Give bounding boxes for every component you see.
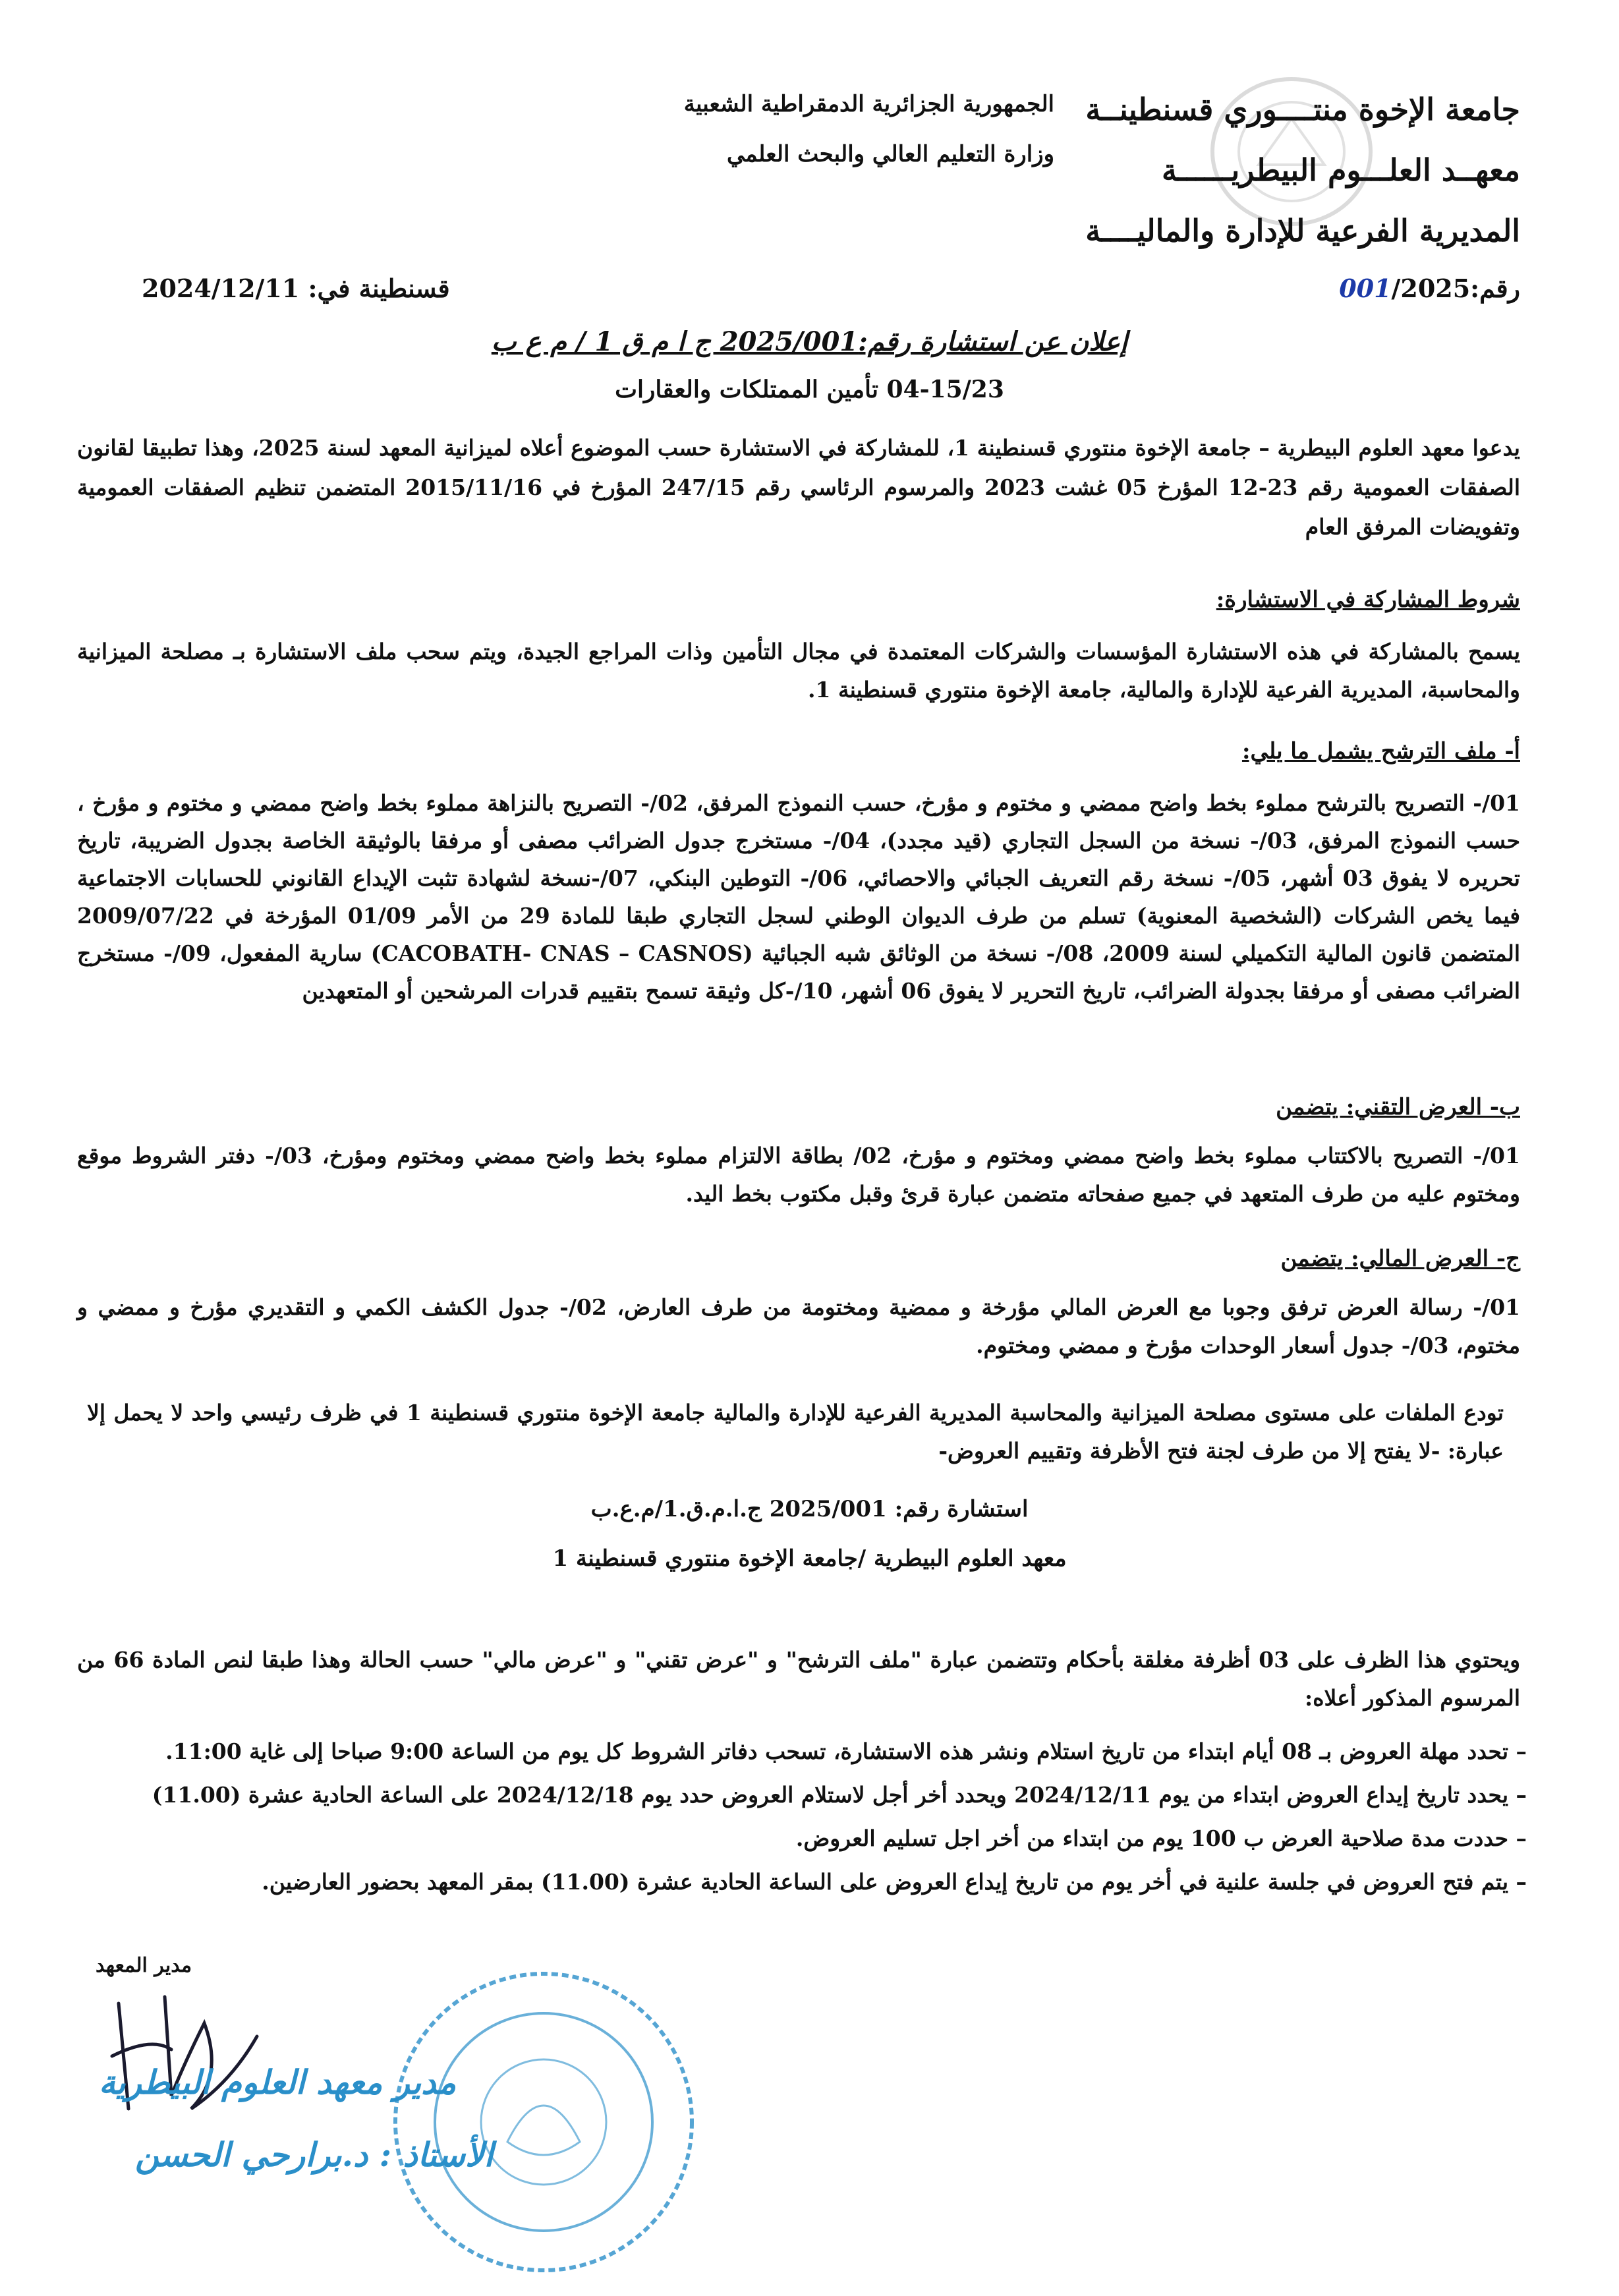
conditions-heading: شروط المشاركة في الاستشارة: [1216,587,1520,613]
date-label: قسنطينة في: [308,273,450,303]
official-seal-stamp [389,1957,698,2287]
signatory-title: مدير المعهد [96,1954,192,1977]
announcement-subtitle: 04-15/23 تأمين الممتلكات والعقارات [615,376,1004,403]
section-a-heading: أ- ملف الترشح يشمل ما يلي: [1241,738,1520,764]
envelope-institution: معهد العلوم البيطرية /جامعة الإخوة منتوري قسنطينة 1 [552,1545,1067,1572]
conditions-paragraph: يسمح بالمشاركة في هذه الاستشارة المؤسسات والشركات المعتمدة في مجال التأمين وذات المراجع الجيدة، ويتم سحب ملف الاستشارة بـ مصلحة الميزانية والمحاسبة، المديرية الفرعية للإدارة والمالية، جامعة الإخوة منتوري قسنطينة 1. [77,639,1520,703]
republic-name: الجمهورية الجزائرية الدمقراطية الشعبية [683,91,1054,117]
section-a-paragraph: 01/- التصريح بالترشح مملوء بخط واضح ممضي و مختوم و مؤرخ، حسب النموذج المرفق، 02/- التصريح بالنزاهة مملوء بخط واضح ممضي و مختوم و مؤرخ ، حسب النموذج المرفق، 03/- نسخة من السجل التجاري (قيد مجدد)، 04/- مستخرج جدول الضرائب مصفى أو مرفقا بالوثيقة الخاصة بجدول الضريبة، تاريخ تحريره لا يفوق 03 أشهر، 05/- نسخة رقم التعريف الجبائي والاحصائي، 06/- التوطين البنكي، 07/-نسخة لشهادة تثبت الإيداع القانوني للحسابات الاجتماعية فيما يخص الشركات (الشخصية المعنوية) تسلم من طرف الديوان الوطني لسجل التجاري طبقا للمادة 29 من الأمر 01/09 المؤرخة في 2009/07/22 المتضمن قانون المالية التكميلي لسنة 2009، 08/- نسخة من الوثائق شبه الجبائية (CACOBATH- CNAS – CASNOS) سارية المفعول، 09/- مستخرج الضرائب مصفى أو مرفقا بجدولة الضرائب، تاريخ التحرير لا يفوق 06 أشهر، 10/-كل وثيقة تسمح بتقييم قدرات المرشحين أو المتعهدين [77,790,1521,1004]
section-b-heading: ب- العرض التقني: يتضمن [1276,1094,1520,1120]
date-value: 2024/12/11 [142,273,300,303]
section-c-paragraph: 01/- رسالة العرض ترفق وجوبا مع العرض المالي مؤرخة و ممضية ومختومة من طرف العارض، 02/- جدول الكشف الكمي و التقديري مؤرخ و ممضي و مختوم، 03/- جدول أسعار الوحدات مؤرخ و ممضي ومختوم. [77,1294,1520,1358]
reference-number [1339,273,1520,303]
institute-name: معهــد العلـــوم البيطريــــــة [1161,152,1520,188]
announcement-title [0,326,1619,357]
envelope-contents-paragraph: ويحتوي هذا الظرف على 03 أظرفة مغلقة بأحكام وتتضمن عبارة "ملف الترشح" و "عرض تقني" و "عرض مالي" حسب الحالة وهذا طبقا لنص المادة 66 من المرسوم المذكور أعلاه: [77,1647,1521,1711]
state-header [593,79,1054,179]
issue-date [142,273,450,303]
section-b-paragraph: 01/- التصريح بالاكتتاب مملوء بخط واضح ممضي ومختوم و مؤرخ، 02/ بطاقة الالتزام مملوء بخط واضح ممضي ومختوم ومؤرخ، 03/- دفتر الشروط موقع ومختوم عليه من طرف المتعهد في جميع صفحاته متضمن عبارة قرئ وقبل مكتوب بخط اليد. [77,1143,1520,1207]
reference-value: 001 [1339,273,1392,303]
reference-year: /2025 [1391,273,1471,303]
envelope-reference: استشارة رقم: 2025/001 ج.ا.م.ق.1/م.ع.ب [590,1496,1029,1522]
directorate-name: المديرية الفرعية للإدارة والماليــــة [1085,213,1520,248]
deposit-paragraph: تودع الملفات على مستوى مصلحة الميزانية والمحاسبة المديرية الفرعية للإدارة والمالية جامعة الإخوة منتوري قسنطينة 1 في ظرف رئيسي واحد لا يحمل إلا عبارة: -لا يفتح إلا من طرف لجنة فتح الأظرفة وتقييم العروض- [87,1400,1504,1464]
list-item: – حددت مدة صلاحية العرض ب 100 يوم من ابتداء من أخر اجل تسليم العروض. [795,1825,1527,1851]
intro-paragraph: يدعوا معهد العلوم البيطرية – جامعة الإخوة منتوري قسنطينة 1، للمشاركة في الاستشارة حسب الموضوع أعلاه لميزانية المعهد لسنة 2025، وهذا تطبيقا لقانون الصفقات العمومية رقم 23-12 المؤرخ 05 غشت 2023 والمرسوم الرئاسي رقم 247/15 المؤرخ في 2015/11/16 المتضمن تنظيم الصفقات العمومية وتفويضات المرفق العام [77,435,1521,540]
list-item: – تحدد مهلة العروض بـ 08 أيام ابتداء من تاريخ استلام ونشر هذه الاستشارة، تسحب دفاتر الشروط كل يوم من الساعة 9:00 صباحا إلى غاية 11:00. [165,1738,1527,1764]
title-number: 2025/001 ج ا م ق 1 / م ع ب [491,326,859,357]
reference-label: رقم: [1470,273,1520,303]
section-c-heading: ج- العرض المالي: يتضمن [1280,1246,1520,1272]
ministry-name: وزارة التعليم العالي والبحث العلمي [726,141,1054,167]
stamp-director-name: الأستاذ : د.برارحي الحسن [135,2135,494,2174]
terms-list [71,1733,1527,1907]
list-item: – يتم فتح العروض في جلسة علنية في أخر يوم من تاريخ إيداع العروض على الساعة الحادية عشرة (11.00) بمقر المعهد بحضور العارضين. [262,1869,1527,1895]
title-prefix: إعلان عن استشارة رقم: [858,326,1128,357]
stamp-director-title: مدير معهد العلوم البيطرية [99,2063,457,2102]
list-item: – يحدد تاريخ إيداع العروض ابتداء من يوم 2024/12/11 ويحدد أخر أجل لاستلام العروض حدد يوم 2024/12/18 على الساعة الحادية عشرة (11.00) [152,1782,1527,1808]
university-name: جامعة الإخوة منتــــوري قسنطينــة [1085,92,1520,127]
